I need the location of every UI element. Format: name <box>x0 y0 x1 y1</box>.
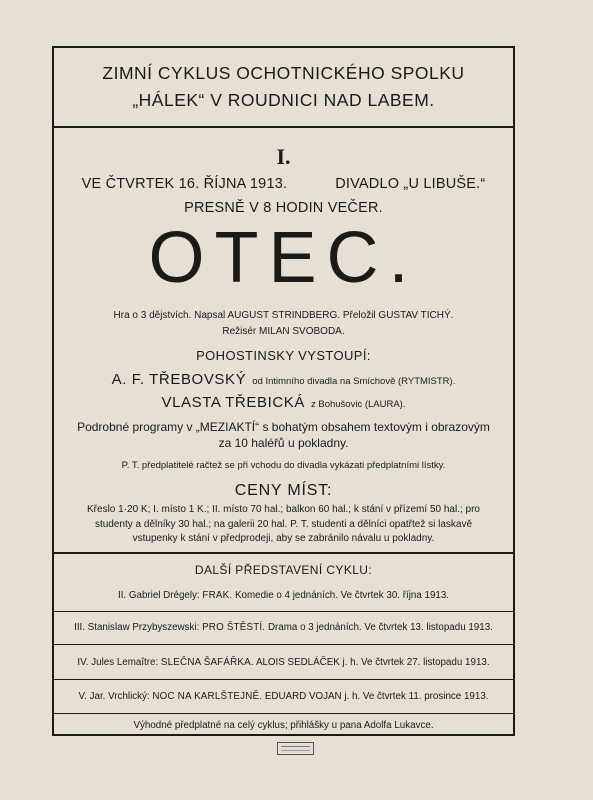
guest-2-note: z Bohušovic (LAURA). <box>310 399 406 410</box>
event-venue: DIVADLO „U LIBUŠE.“ <box>335 176 486 192</box>
item-author: IV. Jules Lemaître: <box>77 657 161 668</box>
item-details: Komedie o 4 jednáních. Ve čtvrtek 30. října 1913. <box>232 590 450 601</box>
guests-heading: POHOSTINSKY VYSTOUPÍ: <box>196 348 371 363</box>
next-heading: DALŠÍ PŘEDSTAVENÍ CYKLU: <box>194 563 373 577</box>
director-credit: Režisér MILAN SVOBODA. <box>222 326 345 337</box>
header-line-1: ZIMNÍ CYKLUS OCHOTNICKÉHO SPOLKU <box>102 63 465 83</box>
header-line-2: „HÁLEK“ V ROUDNICI NAD LABEM. <box>132 90 435 110</box>
item-author: II. Gabriel Drégely: <box>117 590 203 601</box>
subscribers-notice: P. T. předplatitelé račtež se při vchodu do divadla vykázati předplatními lístky. <box>121 460 446 471</box>
item-details: Drama o 3 jednáních. Ve čtvrtek 13. listopadu 1913. <box>265 622 493 633</box>
divider <box>54 713 513 714</box>
item-play: FRAK. <box>202 590 233 601</box>
stamp-line <box>281 746 310 747</box>
guest-1 <box>54 371 513 388</box>
prices-line-2: studenty a dělníky 30 hal.; na galerii 20 hal. P. T. studenti a dělníci opatřtež si laskavě <box>94 518 473 530</box>
divider <box>54 611 513 612</box>
guest-1-note: od Intimního divadla na Smíchově (RYTMISTR). <box>252 376 456 387</box>
guest-2-name: VLASTA TŘEBICKÁ <box>161 394 305 411</box>
prices-line-3: vstupenky k stání v předprodeji, aby se zabránilo návalu u pokladny. <box>132 533 435 544</box>
item-author: III. Stanislaw Przybyszewski: <box>74 622 203 633</box>
poster-header <box>54 48 513 128</box>
guest-1-name: A. F. TŘEBOVSKÝ <box>111 371 247 388</box>
item-play: PRO ŠTĚSTÍ. <box>202 622 266 633</box>
item-details: EDUARD VOJAN j. h. Ve čtvrtek 11. prosince 1913. <box>262 691 489 702</box>
play-credits: Hra o 3 dějstvích. Napsal AUGUST STRINDBERG. Přeložil GUSTAV TICHÝ. <box>113 310 454 321</box>
event-date: VE ČTVRTEK 16. ŘÍJNA 1913. <box>81 176 288 192</box>
prices-text <box>54 503 513 547</box>
stamp-line <box>281 750 310 751</box>
divider <box>54 679 513 680</box>
prices-line-1: Křeslo 1·20 K; I. místo 1 K.; II. místo 70 hal.; balkon 60 hal.; k stání v přízemí 50 hal.; pro <box>87 504 480 515</box>
printer-stamp <box>277 742 314 755</box>
performance-numeral: I. <box>276 144 291 169</box>
divider <box>54 644 513 645</box>
item-author: V. Jar. Vrchlický: <box>78 691 153 702</box>
poster-frame <box>52 46 515 736</box>
item-details: ALOIS SEDLÁČEK j. h. Ve čtvrtek 27. listopadu 1913. <box>253 657 490 668</box>
list-item <box>54 590 513 601</box>
programs-line-1: Podrobné programy v „MEZIAKTÍ“ s bohatým obsahem textovým i obrazovým <box>77 420 490 434</box>
guest-2 <box>54 394 513 411</box>
subscription-footer: Výhodné předplatné na celý cyklus; přihlášky u pana Adolfa Lukavce. <box>133 720 434 731</box>
list-item <box>54 622 513 633</box>
list-item <box>54 657 513 668</box>
main-program <box>54 128 513 554</box>
prices-heading: CENY MÍST: <box>234 482 333 499</box>
item-play: NOC NA KARLŠTEJNĚ. <box>152 691 263 702</box>
event-time: PRESNĚ V 8 HODIN VEČER. <box>184 200 383 216</box>
next-performances <box>54 554 513 736</box>
play-title: OTEC. <box>148 218 419 298</box>
item-play: SLEČNA ŠAFÁŘKA. <box>160 657 254 668</box>
list-item <box>54 691 513 702</box>
programs-line-2: za 10 haléřů u pokladny. <box>218 436 349 450</box>
date-venue-line <box>54 176 513 192</box>
programs-notice <box>54 419 513 451</box>
